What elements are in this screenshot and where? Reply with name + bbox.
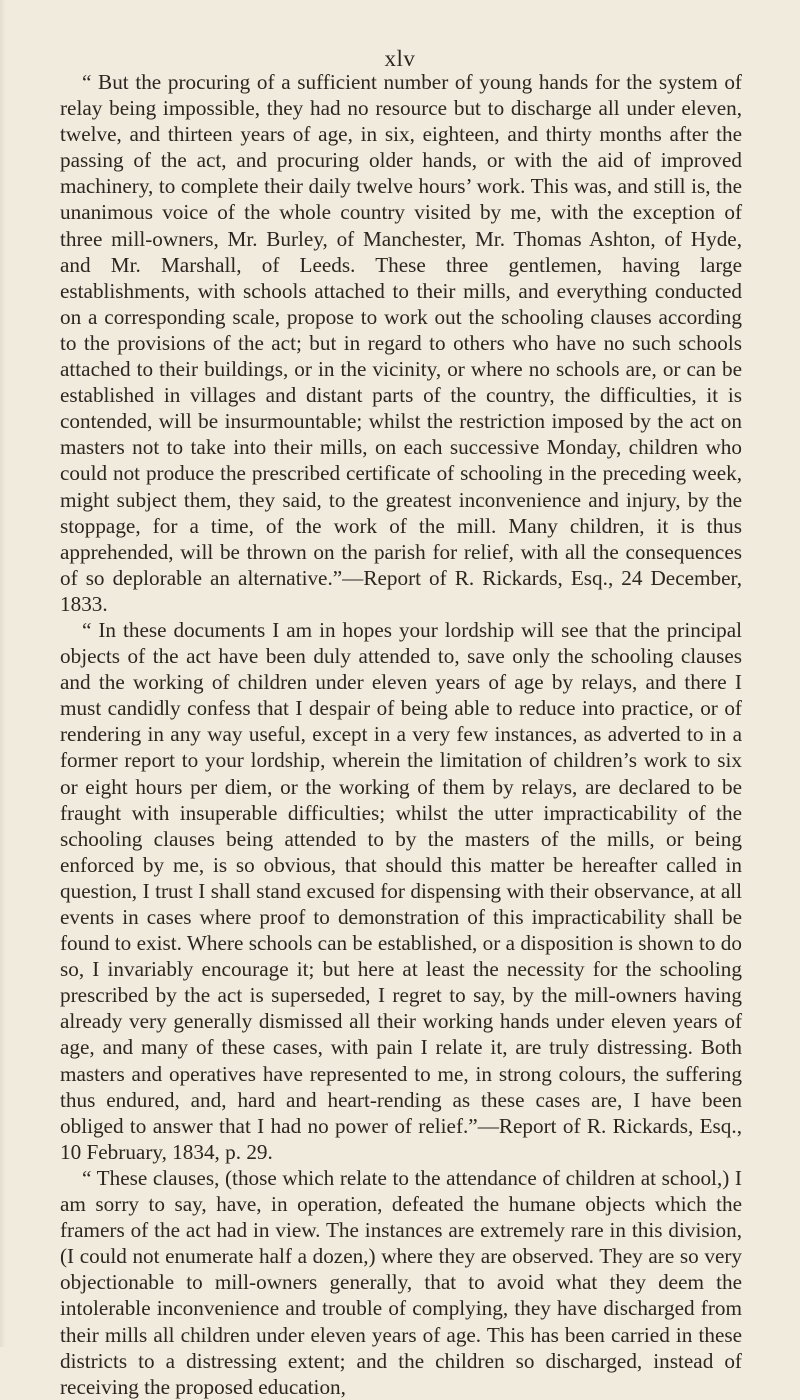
paragraph-rickards-1834: “ In these documents I am in hopes your lordship will see that the principal objects of the act have been duly attended to, save only the schooling clauses and the working of children under eleven years of age by relays, and there I must candidly confess that I despair of being able to reduce into practice, or of rendering in any way useful, except in a very few instances, as adverted to in a former report to your lordship, wherein the limitation of children’s work to six or eight hours per diem, or the working of them by relays, are declared to be fraught with insuperable difficulties; whilst the utter impracticability of the schooling clauses being attended to by the masters of the mills, or being enforced by me, is so obvious, that should this matter be hereafter called in question, I trust I shall stand excused for dispensing with their observance, at all events in cases where proof to demonstration of this impracticability shall be found to exist. Where schools can be established, or a disposition is shown to do so, I invariably encourage it; but here at least the necessity for the schooling prescribed by the act is superseded, I regret to say, by the mill-owners having already very generally dismissed all their working hands under eleven years of age, and many of these cases, with pain I relate it, are truly distressing. Both masters and operatives have represented to me, in strong colours, the suffering thus endured, and, hard and heart-rending as these cases are, I have been obliged to answer that I had no power of relief.”—Report of R. Rickards, Esq., 10 February, 1834, p. 29. [60, 617, 742, 1164]
page-edge-shadow [0, 0, 6, 1347]
paragraph-schooling-clauses: “ These clauses, (those which relate to the attendance of children at school,) I am sorry to say, have, in operation, defeated the humane objects which the framers of the act had in view. The instances are extremely rare in this division, (I could not enumerate half a dozen,) where they are observed. They are so very objectionable to mill-owners generally, that to avoid what they deem the intolerable inconvenience and trouble of complying, they have discharged from their mills all children under eleven years of age. This has been carried in these districts to a distressing extent; and the children so discharged, instead of receiving the proposed education, [60, 1165, 742, 1399]
body-text [60, 69, 742, 1400]
page-number: xlv [384, 46, 416, 71]
paragraph-rickards-1833: “ But the procuring of a sufficient number of young hands for the system of relay being impossible, they had no resource but to discharge all under eleven, twelve, and thirteen years of age, in six, eighteen, and thirty months after the passing of the act, and procuring older hands, or with the aid of improved machinery, to complete their daily twelve hours’ work. This was, and still is, the unanimous voice of the whole country visited by me, with the exception of three mill-owners, Mr. Burley, of Manchester, Mr. Thomas Ashton, of Hyde, and Mr. Marshall, of Leeds. These three gentlemen, having large establishments, with schools attached to their mills, and everything conducted on a corresponding scale, propose to work out the schooling clauses according to the provisions of the act; but in regard to others who have no such schools attached to their buildings, or in the vicinity, or where no schools are, or can be established in villages and distant parts of the country, the difficulties, it is contended, will be insurmountable; whilst the restriction imposed by the act on masters not to take into their mills, on each successive Monday, children who could not produce the prescribed certificate of schooling in the preceding week, might subject them, they said, to the greatest inconvenience and injury, by the stoppage, for a time, of the work of the mill. Many children, it is thus apprehended, will be thrown on the parish for relief, with all the consequences of so deplorable an alternative.”—Report of R. Rickards, Esq., 24 December, 1833. [60, 70, 742, 616]
